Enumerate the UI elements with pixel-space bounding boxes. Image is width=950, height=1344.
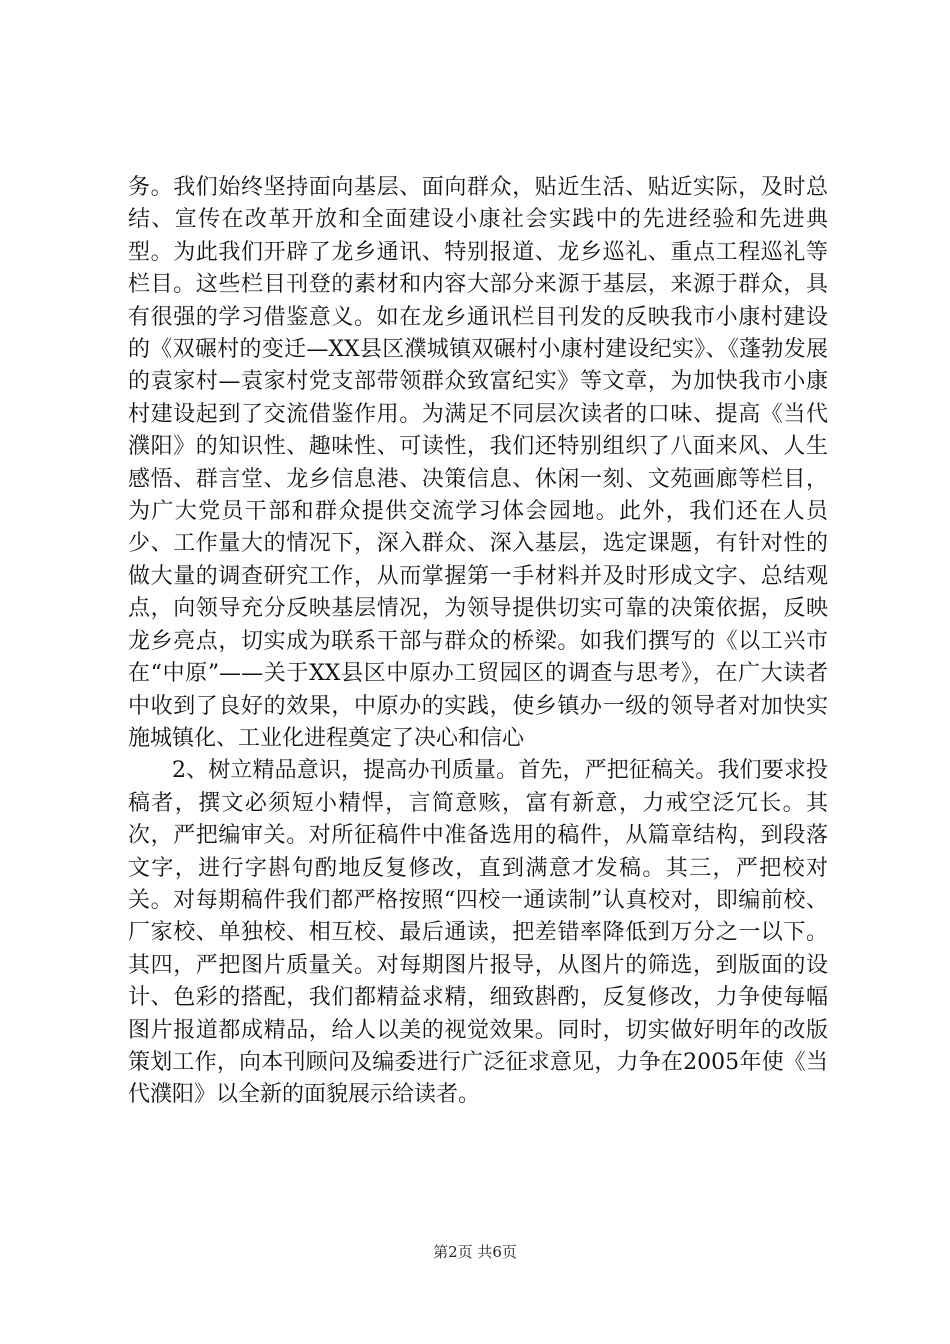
paragraph-quality: 2、树立精品意识，提高办刊质量。首先，严把征稿关。我们要求投稿者，撰文必须短小精悍，言简意赅，富有新意，力戒空泛冗长。其次，严把编审关。对所征稿件中准备选用的稿件，从篇章结构，到段落文字，进行字斟句酌地反复修改，直到满意才发稿。其三，严把校对关。对每期稿件我们都严格按照“四校一通读制”认真校对，即编前校、厂家校、单独校、相互校、最后通读，把差错率降低到万分之一以下。其四，严把图片质量关。对每期图片报导，从图片的筛选，到版面的设计、色彩的搭配，我们都精益求精，细致斟酌，反复修改，力争使每幅图片报道都成精品，给人以美的视觉效果。同时，切实做好明年的改版策划工作，向本刊顾问及编委进行广泛征求意见，力争在2005年使《当代濮阳》以全新的面貌展示给读者。 (128, 758, 828, 1108)
page-footer: 第2页 共6页 (433, 1243, 517, 1261)
body-text (128, 172, 828, 1112)
paragraph-continued: 务。我们始终坚持面向基层、面向群众，贴近生活、贴近实际，及时总结、宣传在改革开放和全面建设小康社会实践中的先进经验和先进典型。为此我们开辟了龙乡通讯、特别报道、龙乡巡礼、重点工程巡礼等栏目。这些栏目刊登的素材和内容大部分来源于基层，来源于群众，具有很强的学习借鉴意义。如在龙乡通讯栏目刊发的反映我市小康村建设的《双碾村的变迁—XX县区濮城镇双碾村小康村建设纪实》、《蓬勃发展的袁家村—袁家村党支部带领群众致富纪实》等文章，为加快我市小康村建设起到了交流借鉴作用。为满足不同层次读者的口味、提高《当代濮阳》的知识性、趣味性、可读性，我们还特别组织了八面来风、人生感悟、群言堂、龙乡信息港、决策信息、休闲一刻、文苑画廊等栏目，为广大党员干部和群众提供交流学习体会园地。此外，我们还在人员少、工作量大的情况下，深入群众、深入基层，选定课题，有针对性的做大量的调查研究工作，从而掌握第一手材料并及时形成文字、总结观点，向领导充分反映基层情况，为领导提供切实可靠的决策依据，反映龙乡亮点，切实成为联系干部与群众的桥梁。如我们撰写的《以工兴市在“中原”——关于XX县区中原办工贸园区的调查与思考》，在广大读者中收到了良好的效果，中原办的实践，使乡镇办一级的领导者对加快实施城镇化、工业化进程奠定了决心和信心 (128, 175, 828, 751)
